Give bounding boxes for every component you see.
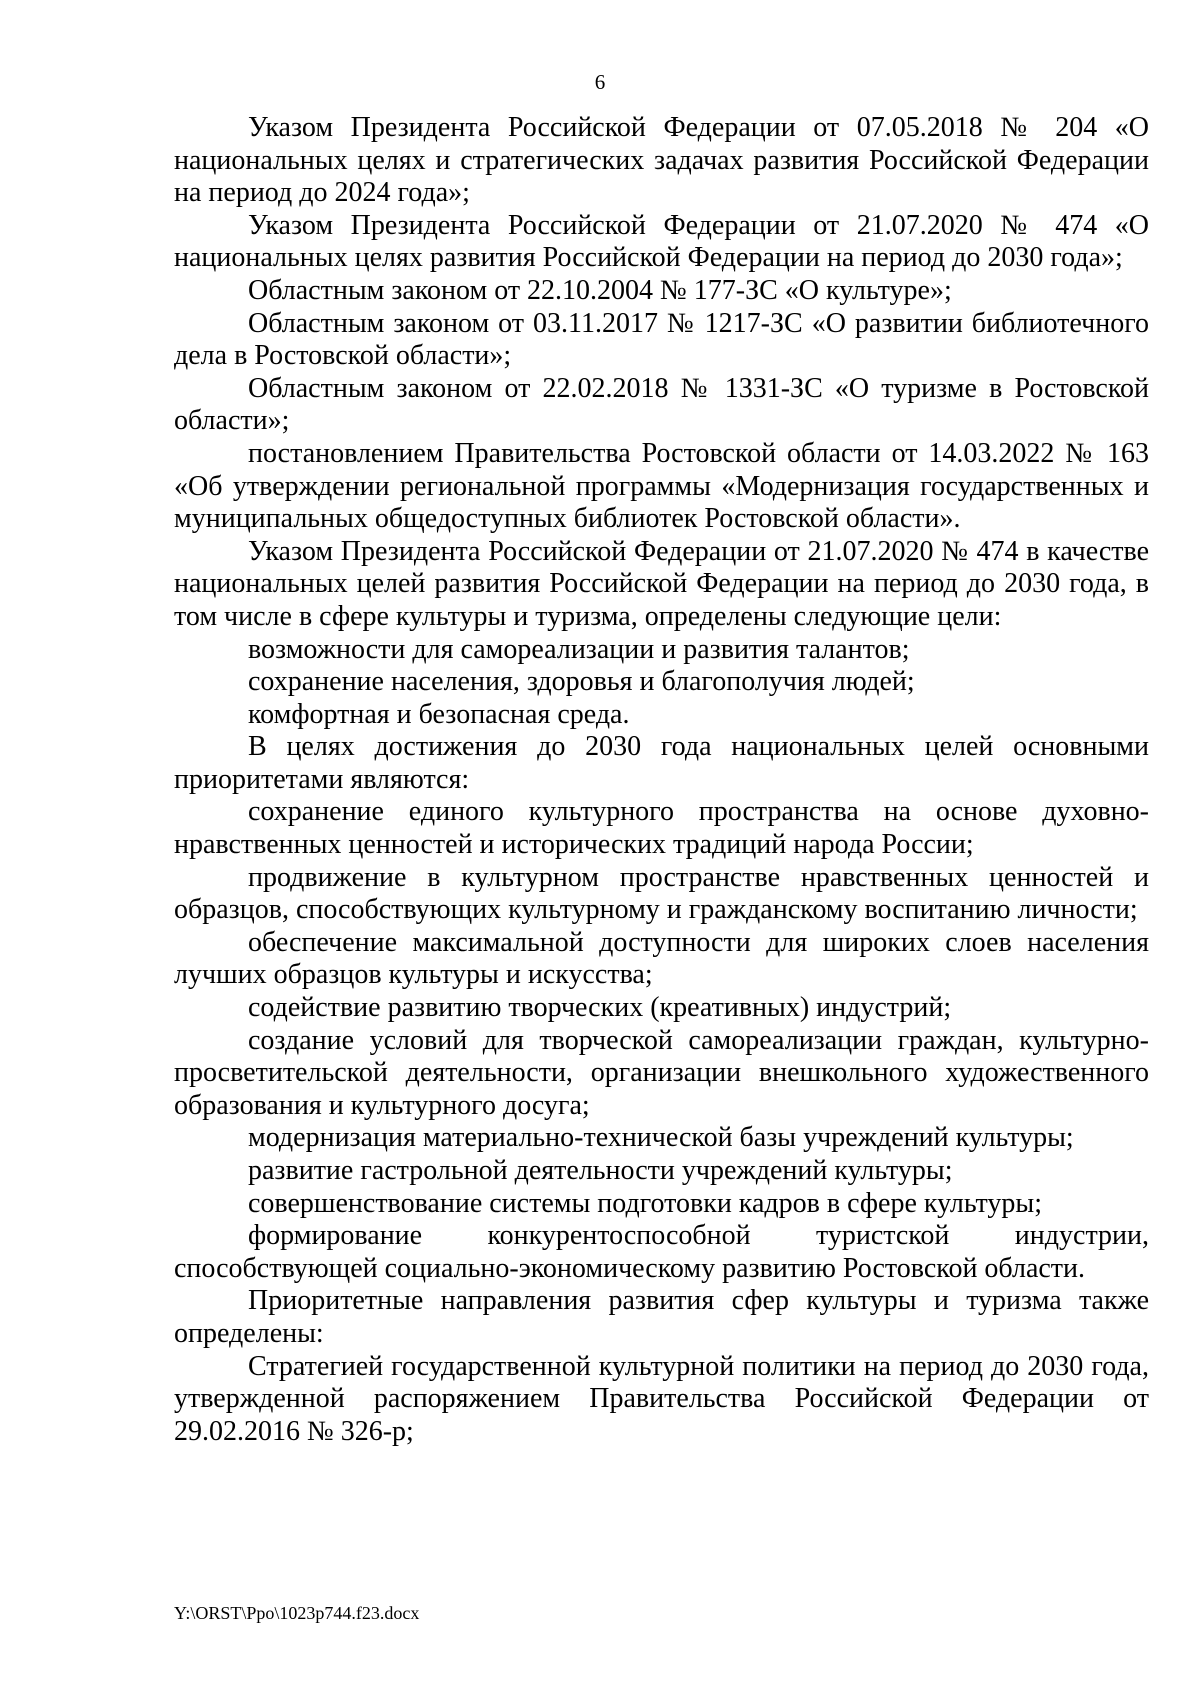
priority-item: создание условий для творческой самореализации граждан, культурно-просветительской деятельности, организации внешкольного художественного образования и культурного досуга; xyxy=(174,1024,1149,1121)
page-number: 6 xyxy=(594,70,606,94)
paragraph-decree-204: Указом Президента Российской Федерации от 07.05.2018 № 204 «О национальных целях и стратегических задачах развития Российской Федерации на период до 2024 года»; xyxy=(174,112,1149,209)
priority-item: совершенствование системы подготовки кадров в сфере культуры; xyxy=(248,1187,1042,1219)
paragraph-directions-intro: Приоритетные направления развития сфер культуры и туризма также определены: xyxy=(174,1285,1149,1349)
priority-item: сохранение единого культурного пространства на основе духовно-нравственных ценностей и исторических традиций народа России; xyxy=(174,796,1149,861)
paragraph-national-goals-intro: Указом Президента Российской Федерации от 21.07.2020 № 474 в качестве национальных целей развития Российской Федерации на период до 2030 года, в том числе в сфере культуры и туризма, определены следующие цели: xyxy=(174,535,1149,632)
paragraph-resolution-163: постановлением Правительства Ростовской области от 14.03.2022 № 163 «Об утверждении региональной программы «Модернизация государственных и муниципальных общедоступных библиотек Ростовской области». xyxy=(174,437,1149,535)
goal-item: комфортная и безопасная среда. xyxy=(248,698,630,730)
priority-item: содействие развитию творческих (креативных) индустрий; xyxy=(248,992,952,1024)
priority-item: развитие гастрольной деятельности учреждений культуры; xyxy=(248,1155,953,1186)
priority-item: формирование конкурентоспособной туристской индустрии, способствующей социально-экономическому развитию Ростовской области. xyxy=(174,1220,1149,1284)
priority-item: продвижение в культурном пространстве нравственных ценностей и образцов, способствующих культурному и гражданскому воспитанию личности; xyxy=(174,861,1149,926)
paragraph-law-tourism: Областным законом от 22.02.2018 № 1331-ЗС «О туризме в Ростовской области»; xyxy=(174,372,1149,437)
priority-item: обеспечение максимальной доступности для широких слоев населения лучших образцов культуры и искусства; xyxy=(174,926,1149,991)
footer-file-path: Y:\ORST\Ppo\1023p744.f23.docx xyxy=(174,1603,420,1623)
document-body xyxy=(174,112,1149,1448)
paragraph-priorities-intro: В целях достижения до 2030 года национальных целей основными приоритетами являются: xyxy=(174,731,1149,795)
paragraph-decree-474: Указом Президента Российской Федерации от 21.07.2020 № 474 «О национальных целях развития Российской Федерации на период до 2030 года»; xyxy=(174,209,1149,274)
priority-item: модернизация материально-технической базы учреждений культуры; xyxy=(248,1122,1074,1154)
goal-item: возможности для самореализации и развития талантов; xyxy=(248,633,910,665)
goal-item: сохранение населения, здоровья и благополучия людей; xyxy=(248,666,915,698)
paragraph-law-library: Областным законом от 03.11.2017 № 1217-ЗС «О развитии библиотечного дела в Ростовской области»; xyxy=(174,307,1149,372)
paragraph-strategy-326r: Стратегией государственной культурной политики на период до 2030 года, утвержденной распоряжением Правительства Российской Федерации от 29.02.2016 № 326-р; xyxy=(174,1350,1149,1447)
paragraph-law-culture: Областным законом от 22.10.2004 № 177-ЗС «О культуре»; xyxy=(248,274,952,306)
